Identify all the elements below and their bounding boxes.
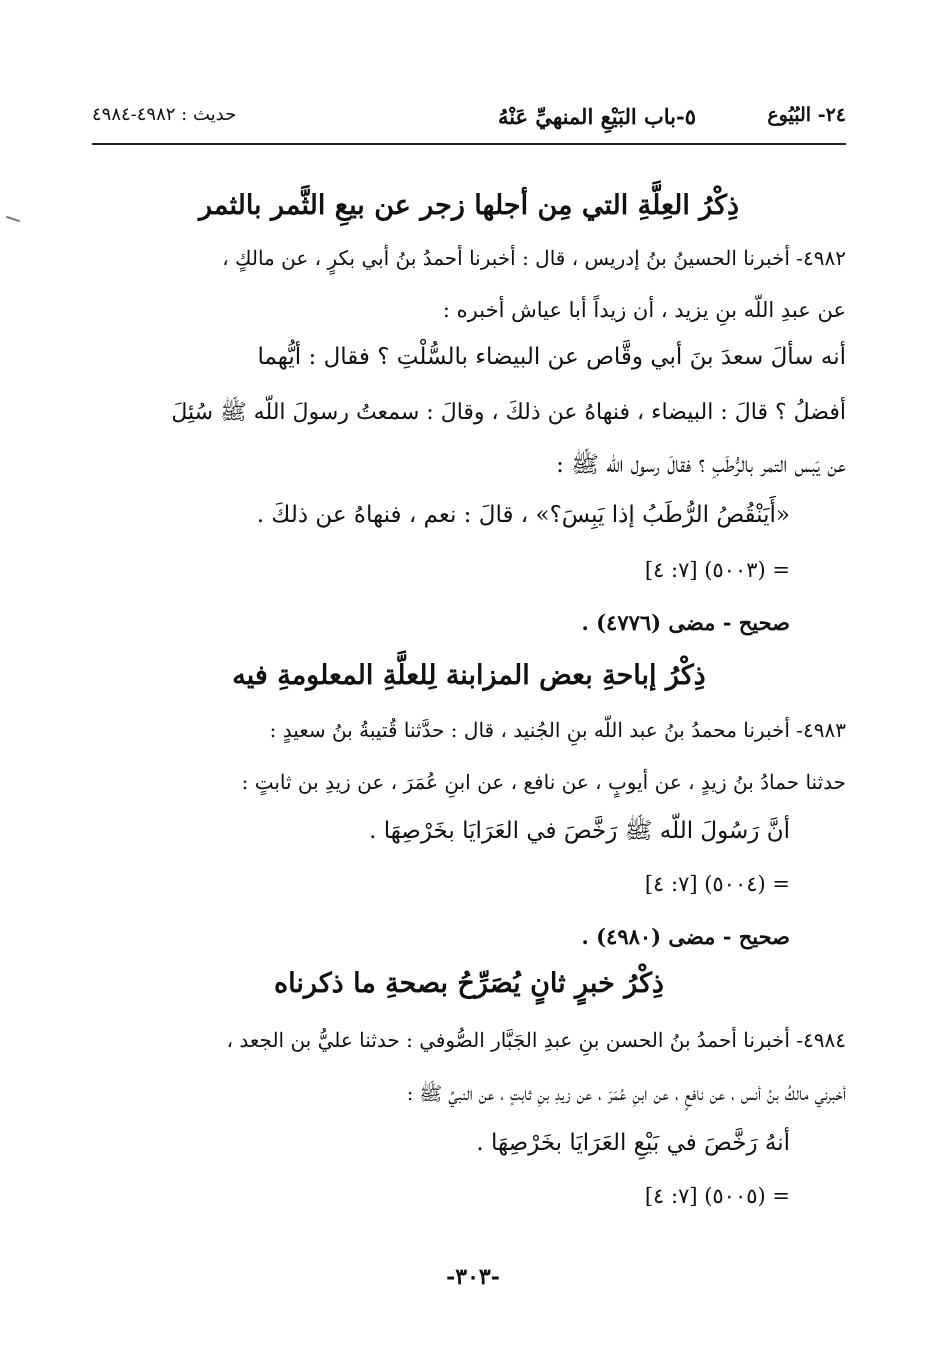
matn-line: أنهُ رَخَّصَ في بَيْعِ العَرَايَا بخَرْصِهَا . [476,1130,790,1156]
matn-line: أنه سألَ سعدَ بنَ أبي وقَّاص عن البيضاء بالسُّلْتِ ؟ فقال : أيُّهما [257,344,846,370]
page-number: -٣٠٣- [446,1264,500,1290]
cross-reference: = (٥٠٠٤) [٧: ٤] [644,872,790,896]
cross-reference: = (٥٠٠٥) [٧: ٤] [644,1184,790,1208]
matn-line: عن يَبس التمر بالرُّطَبِ ؟ فقالَ رسول اللّه ﷺ : [556,452,846,478]
matn-line: «أَيَنْقُصُ الرُّطَبُ إذا يَبِسَ؟» ، قالَ : نعم ، فنهاهُ عن ذلكَ . [256,502,790,528]
header-chapter: ٢٤- البُيُوع [767,104,846,126]
isnad-line: ٤٩٨٤- أخبرنا أحمدُ بنُ الحسن بنِ عبدِ الجَبَّار الصُّوفي : حدثنا عليُّ بن الجعد ، [226,1028,846,1052]
isnad-line: ٤٩٨٣- أخبرنا محمدُ بنُ عبد اللّه بنِ الجُنيد ، قال : حدَّثنا قُتيبةُ بنُ سعيدٍ : [269,718,846,742]
matn-line: أفضلُ ؟ قالَ : البيضاء ، فنهاهُ عن ذلكَ ، وقالَ : سمعتُ رسولَ اللّه ﷺ سُئِلَ [171,400,846,425]
section-title: ذِكْرُ العِلَّةِ التي مِن أجلها زجر عن بيعِ الثَّمر بالثمر [198,190,740,221]
isnad-line: حدثنا حمادُ بنُ زيدٍ ، عن أيوبٍ ، عن نافع ، عن ابنِ عُمَرَ ، عن زيدِ بن ثابتٍ : [241,770,846,794]
stray-ink-mark [6,216,20,222]
cross-reference: = (٥٠٠٣) [٧: ٤] [644,558,790,582]
header-hadith-range: حديث : ٤٩٨٢-٤٩٨٤ [92,104,237,125]
section-title: ذِكْرُ خبرٍ ثانٍ يُصَرِّحُ بصحةِ ما ذكرناه [274,968,664,999]
isnad-line: أخبرني مالكُ بنُ أنس ، عن نافعٍ ، عن ابنِ عُمَرَ ، عن زيدِ بنِ ثابتٍ ، عن النبيِّ ﷺ : [406,1083,846,1105]
header-section: ٥-باب البَيْعِ المنهيِّ عَنْهُ [497,104,696,129]
matn-line: أنَّ رَسُولَ اللّه ﷺ رَخَّصَ في العَرَايَا بخَرْصِهَا . [369,818,790,844]
running-header [92,104,846,136]
hadith-grade: صحيح - مضى (٤٧٧٦) . [581,610,790,635]
section-title: ذِكْرُ إباحةِ بعض المزابنة لِلعلَّةِ المعلومةِ فيه [232,660,706,691]
isnad-line: ٤٩٨٢- أخبرنا الحسينُ بنُ إدريس ، قال : أخبرنا أحمدُ بنُ أبي بكرٍ ، عن مالكٍ ، [222,246,846,270]
header-rule [92,143,846,145]
isnad-line: عن عبدِ اللّه بنِ يزيد ، أن زيداً أبا عياش أخبره : [442,298,846,322]
hadith-grade: صحيح - مضى (٤٩٨٠) . [581,924,790,949]
